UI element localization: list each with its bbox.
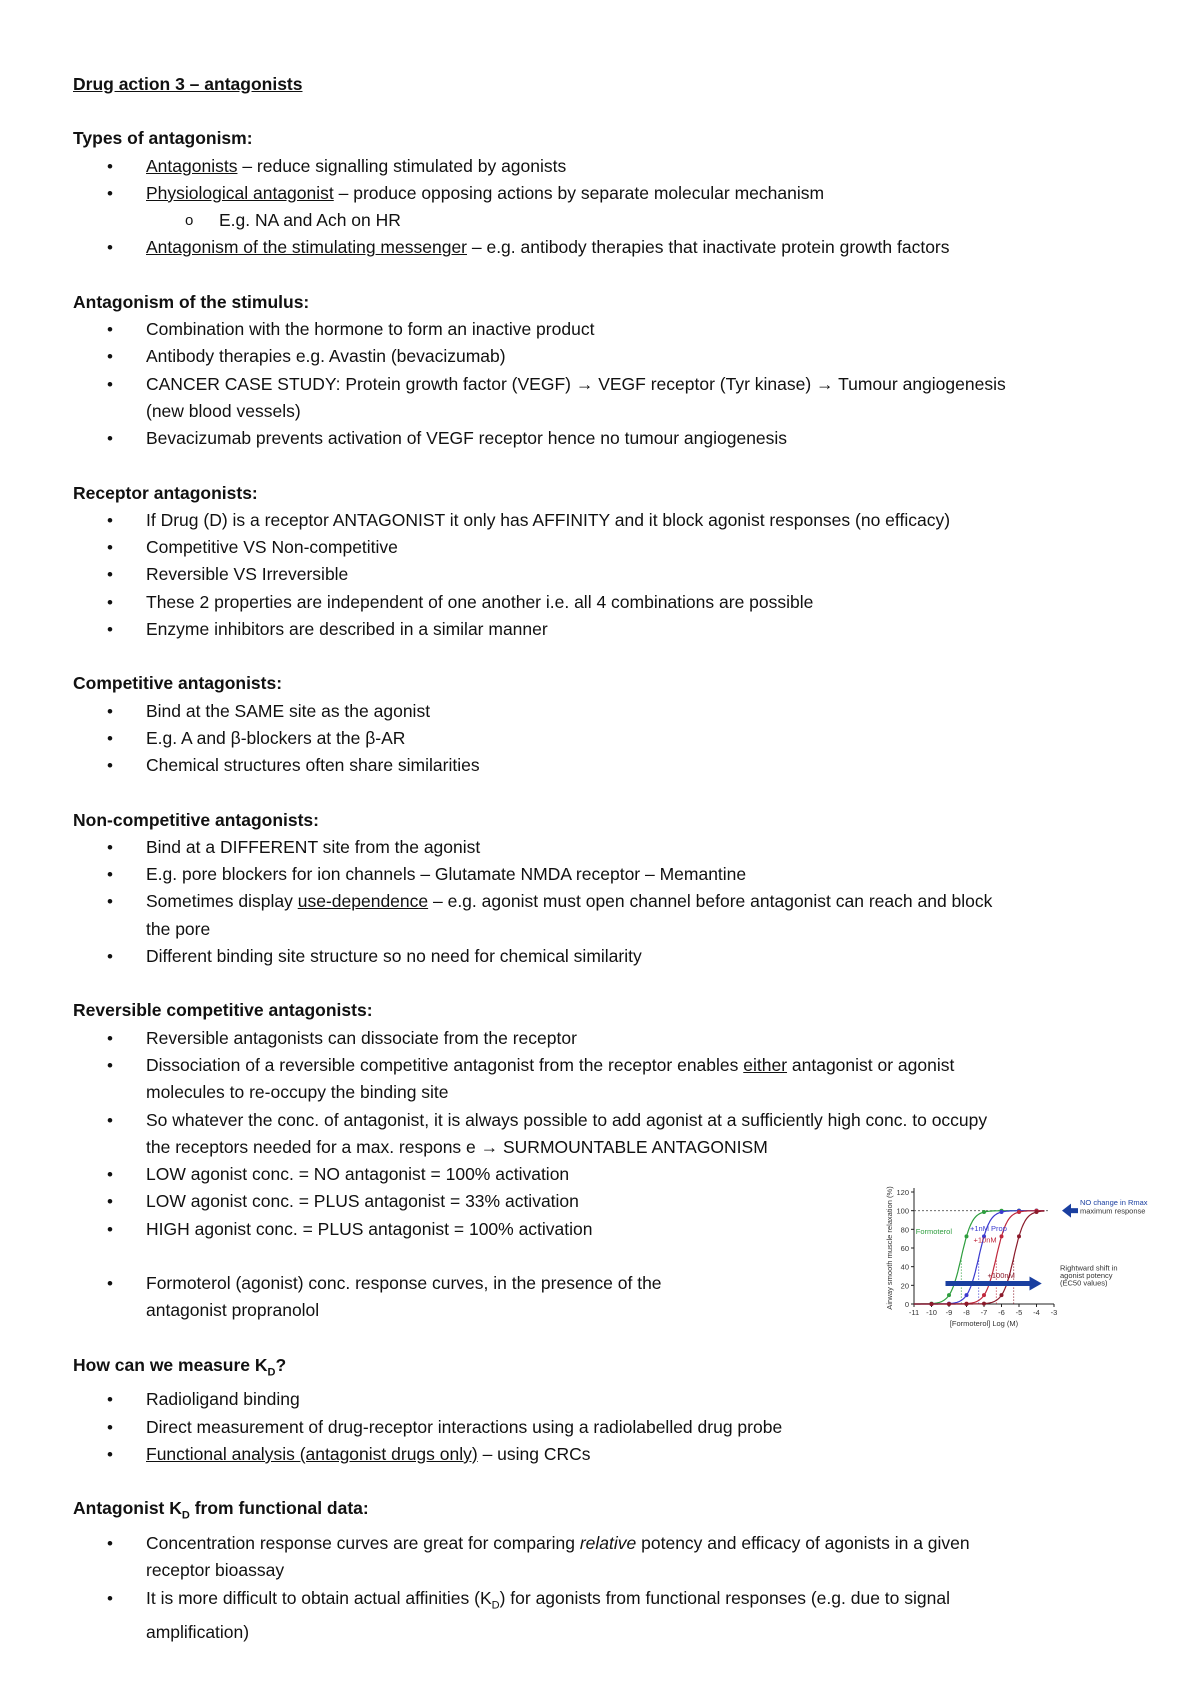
data-point [982, 1302, 986, 1306]
item-continuation: molecules to re-occupy the binding site [146, 1082, 449, 1103]
emphasis-relative: relative [579, 1533, 637, 1554]
item-continuation: amplification) [146, 1622, 250, 1643]
list-item: • Enzyme inhibitors are described in a similar manner [73, 616, 1143, 643]
list-item: • Reversible VS Irreversible [73, 561, 1143, 588]
data-point [982, 1210, 986, 1214]
subscript: D [181, 1509, 190, 1522]
list-item [73, 1052, 1143, 1107]
series-label: +1nM Prop [970, 1224, 1007, 1234]
item-continuation: the pore [146, 918, 211, 939]
data-point [930, 1302, 934, 1306]
heading-text: Antagonist K [73, 1498, 182, 1519]
item-text: Concentration response curves are great for comparing [146, 1533, 580, 1554]
subscript: D [267, 1366, 276, 1379]
x-tick-label: -9 [945, 1308, 953, 1317]
annotation-shift-1: Rightward shift in [1060, 1263, 1118, 1273]
list-item [73, 153, 1143, 180]
annotation-rmax: NO change in Rmax [1080, 1198, 1148, 1208]
item-text: ) for agonists from functional responses (e.g. due to signal [499, 1587, 950, 1608]
x-tick-label: -4 [1033, 1308, 1040, 1317]
x-tick-label: -11 [908, 1308, 920, 1317]
list-receptor-antagonists [73, 507, 1143, 643]
heading-competitive-antagonists: Competitive antagonists: [73, 673, 283, 694]
term-either: either [743, 1054, 788, 1075]
heading-reversible-competitive: Reversible competitive antagonists: [73, 1000, 373, 1021]
chart-axes [885, 1186, 1057, 1328]
list-measure-kd [73, 1386, 1143, 1468]
term-functional-analysis: Functional analysis (antagonist drugs only) [146, 1443, 478, 1464]
data-point [947, 1293, 951, 1297]
formoterol-crc-chart [858, 1178, 1198, 1338]
list-item [73, 1530, 1143, 1585]
list-antagonist-kd-functional [73, 1530, 1143, 1647]
x-tick-label: -5 [1015, 1308, 1023, 1317]
data-point [965, 1293, 969, 1297]
item-text: potency and efficacy of agonists in a given [636, 1533, 970, 1554]
item-text: – produce opposing actions by separate molecular mechanism [333, 182, 825, 203]
list-item: • These 2 properties are independent of one another i.e. all 4 combinations are possible [73, 589, 1143, 616]
list-item: • If Drug (D) is a receptor ANTAGONIST it only has AFFINITY and it block agonist responses (no efficacy) [73, 507, 1143, 534]
data-point [965, 1302, 969, 1306]
item-continuation: the receptors needed for a max. respons e → SURMOUNTABLE ANTAGONISM [146, 1136, 768, 1157]
item-text: CANCER CASE STUDY: Protein growth factor (VEGF) → VEGF receptor (Tyr kinase) → Tumour angiogenesis [146, 373, 1006, 394]
shift-arrow-head [1030, 1276, 1042, 1290]
data-point [1017, 1210, 1021, 1214]
x-tick-label: -3 [1050, 1308, 1058, 1317]
list-antagonism-of-stimulus [73, 316, 1143, 452]
list-item: • Different binding site structure so no need for chemical similarity [73, 943, 1143, 970]
y-tick-label: 60 [900, 1244, 909, 1253]
data-point [947, 1302, 951, 1306]
series-label: +100nM [987, 1270, 1015, 1280]
term-physiological-antagonist: Physiological antagonist [146, 182, 334, 203]
list-item [73, 1441, 1143, 1468]
heading-non-competitive-antagonists: Non-competitive antagonists: [73, 809, 319, 830]
y-tick-label: 20 [900, 1281, 909, 1291]
list-competitive-antagonists [73, 698, 1143, 780]
x-axis-label: [Formoterol] Log (M) [949, 1319, 1019, 1328]
item-text: It is more difficult to obtain actual affinities (K [146, 1587, 492, 1608]
annotation-max-response: maximum response [1080, 1206, 1146, 1216]
item-text: So whatever the conc. of antagonist, it is always possible to add agonist at a sufficiently high conc. to occupy [146, 1109, 988, 1130]
item-continuation: receptor bioassay [146, 1560, 285, 1581]
item-continuation: antagonist propranolol [146, 1300, 320, 1321]
y-tick-label: 120 [896, 1188, 909, 1197]
max-arrow-head [1062, 1204, 1071, 1218]
list-item: • HIGH agonist conc. = PLUS antagonist = 100% activation [73, 1216, 1143, 1243]
list-item: • Bevacizumab prevents activation of VEGF receptor hence no tumour angiogenesis [73, 425, 1143, 452]
list-item [73, 888, 1143, 943]
chart-annotations [916, 1198, 1148, 1290]
data-point [982, 1293, 986, 1297]
list-item: • E.g. pore blockers for ion channels – Glutamate NMDA receptor – Memantine [73, 861, 1143, 888]
item-text: Sometimes display [146, 891, 298, 912]
x-tick-label: -8 [963, 1308, 970, 1317]
list-item: • Competitive VS Non-competitive [73, 534, 1143, 561]
x-tick-label: -7 [980, 1308, 988, 1317]
list-item: • E.g. A and β-blockers at the β-AR [73, 725, 1143, 752]
data-point [1000, 1293, 1004, 1297]
series-label: +10nM [973, 1235, 997, 1245]
list-item [73, 1585, 1143, 1647]
list-item: • Direct measurement of drug-receptor interactions using a radiolabelled drug probe [73, 1414, 1143, 1441]
list-item [73, 1107, 1143, 1162]
data-point [1035, 1210, 1039, 1214]
x-tick-label: -10 [926, 1308, 937, 1317]
x-tick-label: -6 [998, 1308, 1005, 1317]
list-item [73, 371, 1143, 426]
heading-text: How can we measure K [73, 1354, 268, 1375]
list-non-competitive-antagonists [73, 834, 1143, 970]
list-item: • Bind at a DIFFERENT site from the agonist [73, 834, 1143, 861]
annotation-shift-2: agonist potency [1060, 1270, 1113, 1280]
series-label: Formoterol [915, 1227, 953, 1236]
list-item: • Radioligand binding [73, 1386, 1143, 1413]
list-item: • Combination with the hormone to form an inactive product [73, 316, 1143, 343]
sub-list-item: o E.g. NA and Ach on HR [73, 207, 1143, 234]
list-item [73, 180, 1143, 207]
item-text: – reduce signalling stimulated by agonists [237, 155, 567, 176]
term-use-dependence: use-dependence [297, 891, 429, 912]
list-item: • Reversible antagonists can dissociate from the receptor [73, 1025, 1143, 1052]
heading-types-of-antagonism: Types of antagonism: [73, 128, 253, 149]
item-text: – e.g. agonist must open channel before antagonist can reach and block [428, 891, 993, 912]
list-item: • LOW agonist conc. = NO antagonist = 100% activation [73, 1161, 1143, 1188]
data-point [1000, 1234, 1004, 1238]
heading-antagonism-of-stimulus: Antagonism of the stimulus: [73, 291, 310, 312]
notes-body [73, 71, 1146, 1647]
list-item [73, 234, 1143, 261]
annotation-shift-3: (EC50 values) [1060, 1278, 1108, 1288]
list-item: • Chemical structures often share similarities [73, 752, 1143, 779]
subscript: D [491, 1599, 500, 1612]
list-item: • Bind at the SAME site as the agonist [73, 698, 1143, 725]
y-tick-label: 40 [900, 1262, 909, 1272]
y-tick-label: 80 [900, 1225, 909, 1235]
heading-receptor-antagonists: Receptor antagonists: [73, 482, 258, 503]
list-item: • LOW agonist conc. = PLUS antagonist = 33% activation [73, 1188, 1143, 1215]
heading-antagonist-kd-functional [73, 1495, 1143, 1530]
y-tick-label: 100 [896, 1206, 909, 1216]
item-continuation: (new blood vessels) [146, 400, 301, 421]
list-item: • Antibody therapies e.g. Avastin (bevacizumab) [73, 343, 1143, 370]
item-text: Formoterol (agonist) conc. response curves, in the presence of the [146, 1272, 662, 1293]
heading-measure-kd [73, 1352, 1143, 1387]
term-antagonists: Antagonists [146, 155, 238, 176]
page-title: Drug action 3 – antagonists [73, 74, 303, 94]
item-text: Dissociation of a reversible competitive antagonist from the receptor enables [146, 1054, 744, 1075]
y-tick-label: 0 [904, 1300, 909, 1309]
item-text: antagonist or agonist [787, 1054, 955, 1075]
data-point [1017, 1234, 1021, 1238]
y-axis-label: Airway smooth muscle relaxation (%) [885, 1186, 894, 1310]
heading-text: ? [275, 1354, 287, 1375]
item-text: – using CRCs [477, 1443, 591, 1464]
term-antagonism-stimulating-messenger: Antagonism of the stimulating messenger [146, 237, 467, 258]
heading-text: from functional data: [189, 1498, 369, 1519]
data-point [965, 1234, 969, 1238]
item-text: – e.g. antibody therapies that inactivate protein growth factors [467, 237, 950, 258]
list-types-of-antagonism [73, 153, 1143, 262]
data-point [1000, 1210, 1004, 1214]
